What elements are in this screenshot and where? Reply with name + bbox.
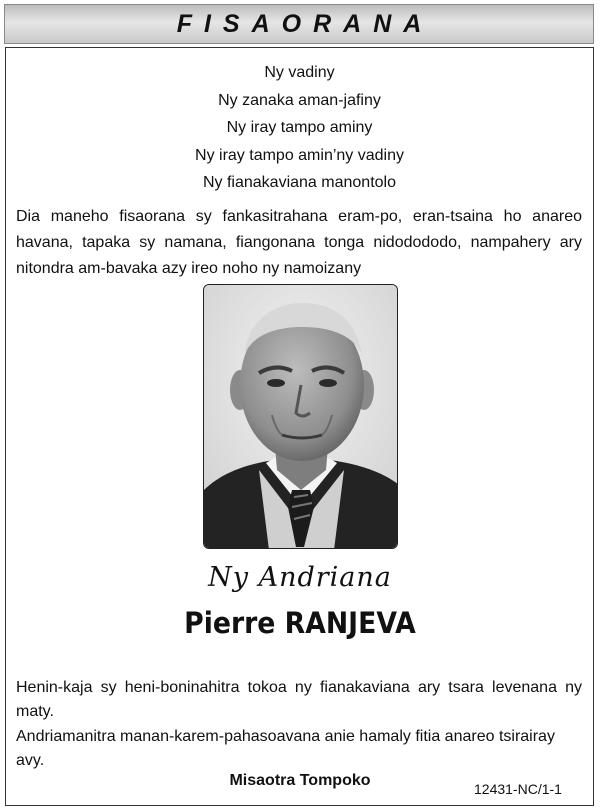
mourner-line: Ny fianakaviana manontolo	[202, 174, 396, 191]
deceased-name: Pierre RANJEVA	[184, 606, 416, 640]
thanks-paragraph: Dia maneho fisaorana sy fankasitrahana eram-po, eran-tsaina ho anareo havana, tapaka sy namana, fiangonana tonga nidodododo, nampahery ary nitondra am-bavaka azy ireo noho ny namoizany	[16, 208, 582, 277]
mourner-line: Ny zanaka aman-jafiny	[218, 91, 381, 109]
deceased-honorific: Ny Andriana	[208, 562, 392, 593]
blessing-paragraph: Andriamanitra manan-karem-pahasoavana anie hamaly fitia anareo tsirairay avy.	[16, 728, 555, 769]
page-title: FISAORANA	[176, 9, 434, 38]
portrait-photo	[203, 284, 398, 549]
mourner-line: Ny iray tampo amin’ny vadiny	[195, 146, 404, 164]
mourners-list	[5, 59, 594, 197]
tribute-paragraph: Henin-kaja sy heni-boninahitra tokoa ny fianakaviana ary tsara levenana ny maty.	[16, 679, 582, 720]
mourner-line: Ny iray tampo aminy	[226, 119, 373, 136]
mourner-line: Ny vadiny	[264, 64, 335, 81]
reference-code: 12431-NC/1-1	[474, 781, 562, 797]
header-banner	[4, 4, 594, 44]
closing-text: Misaotra Tompoko	[229, 772, 371, 789]
